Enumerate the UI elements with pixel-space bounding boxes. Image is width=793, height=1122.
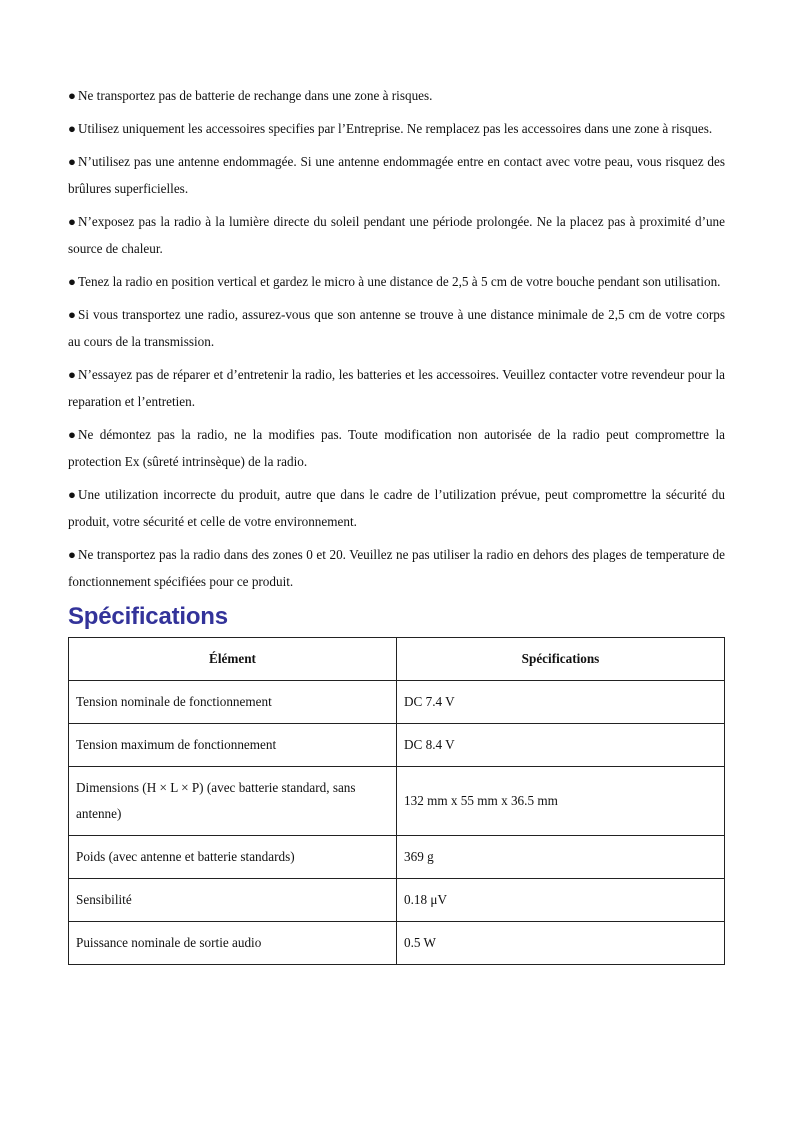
bullet-item [68, 541, 725, 595]
value-cell: 0.5 W [397, 922, 725, 965]
table-header-row [69, 638, 725, 681]
bullet-item [68, 148, 725, 202]
bullet-dot: ● [68, 154, 76, 169]
bullet-dot: ● [68, 427, 76, 442]
section-title: Spécifications [68, 603, 228, 630]
column-header-element: Élément [69, 638, 397, 681]
value-cell: DC 7.4 V [397, 681, 725, 724]
bullet-dot: ● [68, 274, 76, 289]
table-row [69, 879, 725, 922]
document-page [68, 82, 725, 965]
table-row [69, 681, 725, 724]
bullet-dot: ● [68, 214, 76, 229]
bullet-item [68, 481, 725, 535]
bullet-text: N’essayez pas de réparer et d’entretenir la radio, les batteries et les accessoires. Veuillez contacter votre revendeur pour la reparation et l’entretien. [68, 367, 725, 409]
table-row [69, 922, 725, 965]
bullet-item [68, 82, 725, 109]
value-cell: 132 mm x 55 mm x 36.5 mm [397, 767, 725, 836]
table-row [69, 724, 725, 767]
bullet-dot: ● [68, 121, 76, 136]
element-cell: Tension maximum de fonctionnement [69, 724, 397, 767]
bullet-dot: ● [68, 547, 76, 562]
bullet-item [68, 268, 725, 295]
bullet-dot: ● [68, 487, 76, 502]
bullet-item [68, 115, 725, 142]
bullet-text: N’exposez pas la radio à la lumière directe du soleil pendant une période prolongée. Ne la placez pas à proximité d’une source de chaleur. [68, 214, 725, 256]
element-cell: Tension nominale de fonctionnement [69, 681, 397, 724]
column-header-specifications: Spécifications [397, 638, 725, 681]
value-cell: DC 8.4 V [397, 724, 725, 767]
bullet-text: Ne démontez pas la radio, ne la modifies pas. Toute modification non autorisée de la radio peut compromettre la protection Ex (sûreté intrinsèque) de la radio. [68, 427, 725, 469]
bullet-text: Si vous transportez une radio, assurez-vous que son antenne se trouve à une distance minimale de 2,5 cm de votre corps au cours de la transmission. [68, 307, 725, 349]
bullet-item [68, 208, 725, 262]
bullet-dot: ● [68, 307, 76, 322]
value-cell: 369 g [397, 836, 725, 879]
element-cell: Poids (avec antenne et batterie standards) [69, 836, 397, 879]
bullet-text: Tenez la radio en position vertical et gardez le micro à une distance de 2,5 à 5 cm de votre bouche pendant son utilisation. [78, 274, 721, 289]
bullet-text: Utilisez uniquement les accessoires specifies par l’Entreprise. Ne remplacez pas les accessoires dans une zone à risques. [78, 121, 713, 136]
bullet-item [68, 301, 725, 355]
bullet-text: Ne transportez pas la radio dans des zones 0 et 20. Veuillez ne pas utiliser la radio en dehors des plages de temperature de fonctionnement spécifiées pour ce produit. [68, 547, 725, 589]
bullet-item [68, 361, 725, 415]
value-cell: 0.18 μV [397, 879, 725, 922]
bullet-text: Ne transportez pas de batterie de rechange dans une zone à risques. [78, 88, 433, 103]
element-cell: Puissance nominale de sortie audio [69, 922, 397, 965]
bullet-dot: ● [68, 367, 76, 382]
bullet-text: N’utilisez pas une antenne endommagée. Si une antenne endommagée entre en contact avec votre peau, vous risquez des brûlures superficielles. [68, 154, 725, 196]
table-row [69, 767, 725, 836]
bullet-dot: ● [68, 88, 76, 103]
bullet-text: Une utilization incorrecte du produit, autre que dans le cadre de l’utilization prévue, peut compromettre la sécurité du produit, votre sécurité et celle de votre environnement. [68, 487, 725, 529]
safety-bullet-list [68, 82, 725, 595]
element-cell: Dimensions (H × L × P) (avec batterie standard, sans antenne) [69, 767, 397, 836]
specifications-table [68, 637, 725, 965]
table-row [69, 836, 725, 879]
element-cell: Sensibilité [69, 879, 397, 922]
bullet-item [68, 421, 725, 475]
